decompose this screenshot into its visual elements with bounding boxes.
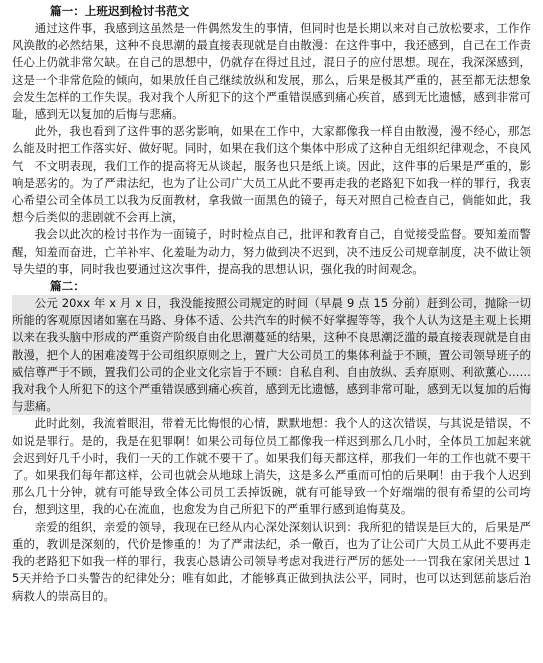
paragraph-2-1: 公元 20xx 年 x 月 x 日，我没能按照公司规定的时间（早晨 9 点 15 分前）赶到公司，抛除一切所能的客观原因诸如塞在马路、身体不适、公共汽车的时候不好掌握等等，我个人认为这是主观上长期以来在我头脑中形成的严重资产阶级自由化思潮蔓延的结果，这种不良思潮泛滥的最直接表现就是自由散漫，把个人的困难凌驾于公司组织原则之上，置广大公司员工的集体利益于不顾，置公司领导班子的威信尊严于不顾，置我们公司的企业文化宗旨于不顾：自私自利、自由放纵、丢弃原则、利欲薰心……我对我个人所犯下的这个严重错误感到痛心疾首，感到无比遗憾，感到非常可耻，感到无以复加的后悔与悲痛。	[12, 295, 531, 415]
paragraph-2-2: 此时此刻，我流着眼泪，带着无比悔恨的心情，默默地想：我个人的这次错误，与其说是错误，不如说是罪行。是的，我是在犯罪啊！如果公司每位员工都像我一样迟到那么几小时，全体员工加起来就会迟到好几千小时，我们一天的工作就不要干了。如果我们每天都这样，那我们一年的工作也就不要干了。如果我们每年都这样，公司也就会从地球上消失，这是多么严重而可怕的后果啊！由于我个人迟到那么几十分钟，就有可能导致全体公司员工丢掉饭碗，就有可能导致一个好端端的很有希望的公司垮台，想到这里，我的心在流血，也愈发为自己所犯下的严重罪行感到追悔莫及。	[12, 416, 531, 517]
heading-part-two: 篇二：	[50, 279, 85, 294]
paragraph-1-3: 我会以此次的检讨书作为一面镜子，时时检点自己，批评和教育自己，自觉接受监督。要知羞而警醒，知羞而奋进，亡羊补牢、化羞耻为动力，努力做到决不迟到，决不违反公司规章制度，决不做让领导失望的事，同时我也要通过这次事件，提高我的思想认识，强化我的时间观念。	[12, 227, 531, 276]
paragraph-1-2: 此外，我也看到了这件事的恶劣影响，如果在工作中，大家都像我一样自由散漫，漫不经心，那怎么能及时把工作落实好、做好呢。同时，如果在我们这个集体中形成了这种自无组织纪律观念，不良风气 不文明表现，我们工作的提高将无从谈起，服务也只是纸上谈。因此，这件事的后果是严重的，影响是恶劣的。为了严肃法纪，也为了让公司广大员工从此不要再走我的老路犯下如我一样的罪行，我衷心希望公司全体员工以我为反面教材，拿我做一面黑色的镜子，每天对照自己检查自己，倘能如此，我想今后类似的悲剧就不会再上演，	[12, 124, 531, 225]
heading-part-one: 篇一：上班迟到检讨书范文	[50, 4, 190, 18]
paragraph-1-1: 通过这件事，我感到这虽然是一件偶然发生的事情，但同时也是长期以来对自己放松要求，工作作风涣散的必然结果，这种不良思潮的最直接表现就是自由散漫：在这件事中，我还感到，自己在工作责任心上仍就非常欠缺。在自己的思想中，仍就存在得过且过，混日子的应付思想。现在，我深深感到，这是一个非常危险的倾向，如果放任自己继续放纵和发展，那么，后果是极其严重的，甚至都无法想象会发生怎样的工作失误。我对我个人所犯下的这个严重错误感到痛心疾首，感到无比遗憾，感到非常可耻，感到无以复加的后悔与悲痛。	[12, 21, 531, 122]
paragraph-2-3: 亲爱的组织，亲爱的领导，我现在已经从内心深处深刻认识到：我所犯的错误是巨大的，后果是严重的，教训是深刻的，代价是惨重的！为了严肃法纪，杀一儆百，也为了让公司广大员工从此不要再走我的老路犯下如我一样的罪行，我衷心恳请公司领导考虑对我进行严厉的惩处一一罚我在家闭关思过 15天并给予口头警告的纪律处分；唯有如此，才能够真正做到执法公平，同时，也可以达到惩前毖后治病救人的崇高目的。	[12, 519, 531, 603]
